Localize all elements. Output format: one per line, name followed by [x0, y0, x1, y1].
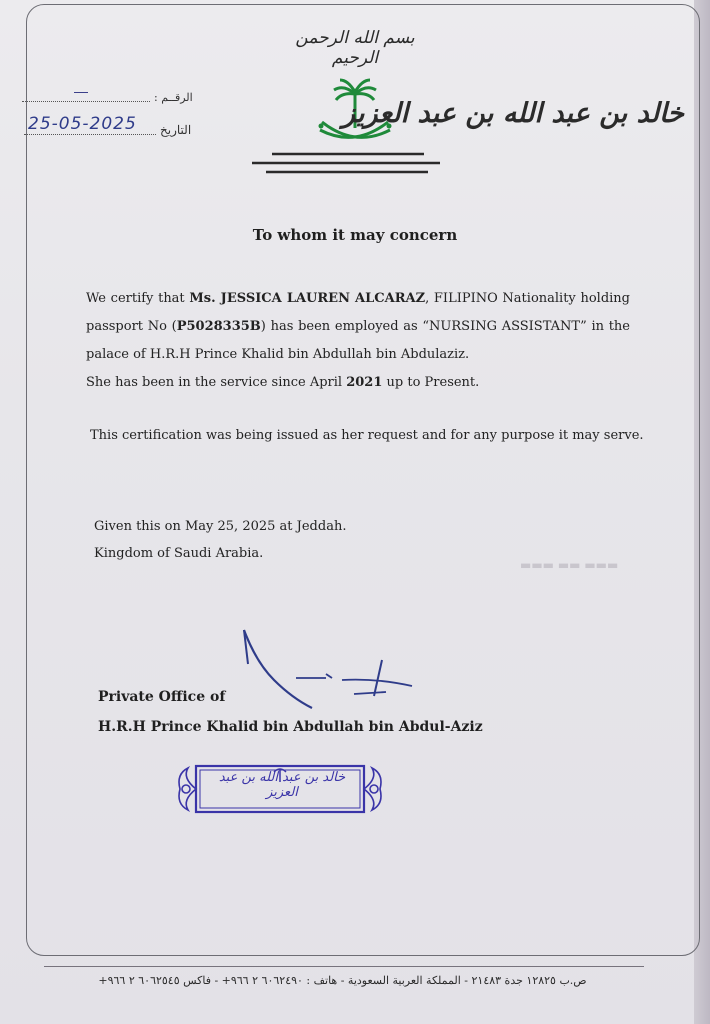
passport-number: P5028335B — [176, 319, 261, 334]
body-text-segment: , FILIPINO Nationality holding passport No ( — [86, 291, 630, 334]
footer-address: ص.ب ١٢٨٢٥ جدة ٢١٤٨٣ - المملكة العربية السعودية - هاتف : ٦٠٦٢٤٩٠ ٢ ٩٦٦+ - فاكس ٦٠٦٢٥٤٥ ٢ ٩٦٦+ — [98, 974, 587, 987]
service-start-year: 2021 — [346, 375, 383, 390]
country-line: Kingdom of Saudi Arabia. — [94, 546, 264, 561]
handwritten-signature — [236, 622, 416, 712]
prince-name-calligraphy: خالد بن عبد الله بن عبد العزيز — [342, 98, 684, 129]
issue-date-place: Given this on May 25, 2025 at Jeddah. — [94, 519, 347, 534]
signatory-office: Private Office of — [98, 689, 226, 705]
purpose-paragraph: This certification was being issued as her request and for any purpose it may serve. — [90, 428, 644, 443]
reference-number-label: الرقــم : — [154, 91, 193, 104]
show-through-text: ▬▬▬ ▬▬ ▬▬▬ — [520, 558, 619, 572]
date-value: 25-05-2025 — [28, 114, 137, 134]
body-text-segment: up to Present. — [382, 375, 480, 390]
footer-divider — [44, 966, 644, 967]
reference-number-line — [22, 101, 150, 102]
emblem-divider-lines — [252, 150, 442, 180]
body-text-segment: We certify that — [86, 291, 190, 306]
stamp-calligraphy: خالد بن عبد الله بن عبد العزيز — [218, 770, 346, 800]
basmala-calligraphy: بسم الله الرحمن الرحيم — [295, 28, 415, 68]
date-line — [24, 134, 156, 135]
certification-paragraph — [86, 285, 630, 397]
date-label: التاريخ — [160, 123, 192, 137]
body-text-segment: ) has been employed as “NURSING ASSISTANT” in the palace of H.R.H Prince Khalid bin Abdullah bin Abdulaziz. — [86, 319, 630, 362]
signatory-name: H.R.H Prince Khalid bin Abdullah bin Abdul-Aziz — [98, 719, 483, 735]
employee-name: Ms. JESSICA LAUREN ALCARAZ — [189, 291, 426, 306]
reference-number-mark — [74, 92, 88, 93]
body-text-segment: She has been in the service since April — [86, 375, 347, 390]
letter-title: To whom it may concern — [252, 226, 458, 244]
